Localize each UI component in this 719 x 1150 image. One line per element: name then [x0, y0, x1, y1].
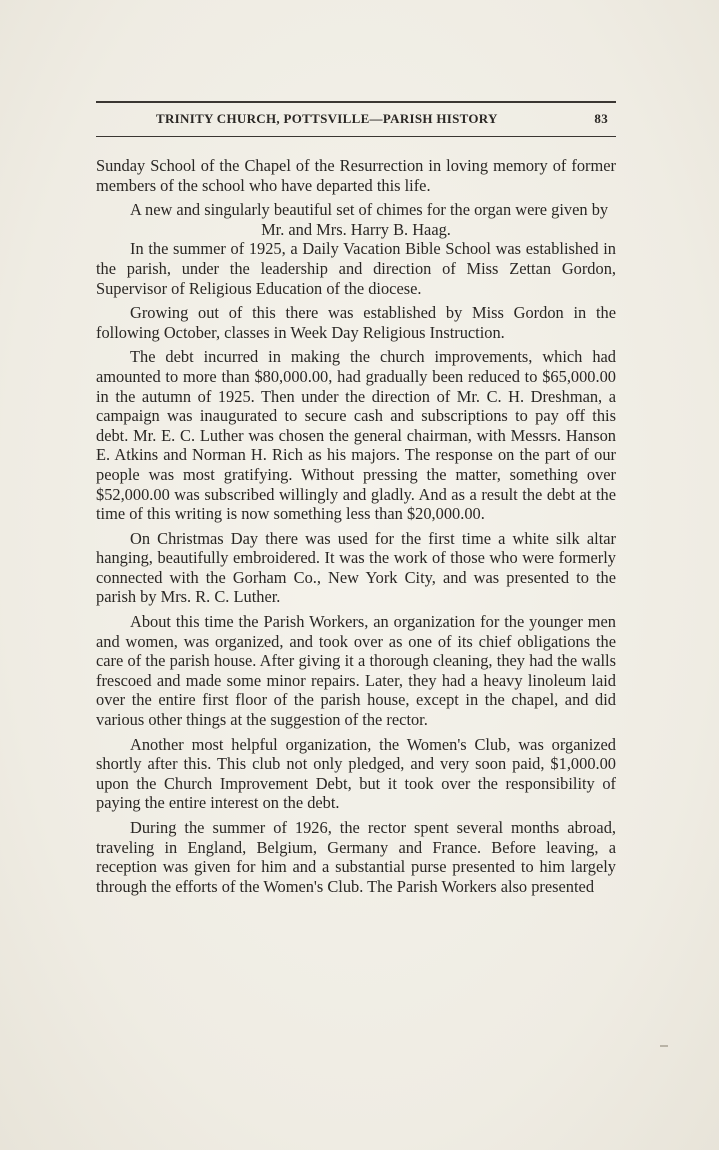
header-bottom-rule [96, 136, 616, 137]
paragraph-debt-campaign: The debt incurred in making the church improvements, which had amounted to more than $80,000.00, had gradually been reduced to $65,000.00 in the autumn of 1925. Then under the direction of Mr. C. H. Dreshman, a campaign was inaugurated to secure cash and subscriptions to pay off this debt. Mr. E. C. Luther was chosen the general chairman, with Messrs. Hanson E. Atkins and Norman H. Rich as his majors. The response on the part of our people was most gratifying. Without pressing the matter, something over $52,000.00 was subscribed willingly and gladly. And as a result the debt at the time of this writing is now something less than $20,000.00. [96, 347, 616, 524]
page-number: 83 [594, 111, 608, 126]
paragraph-parish-workers: About this time the Parish Workers, an organization for the younger men and women, was organized, and took over as one of its chief obligations the care of the parish house. After giving it a thorough cleaning, they had the walls frescoed and made some minor repairs. Later, they had a heavy linoleum laid over the entire first floor of the parish house, except in the chapel, and did various other things at the suggestion of the rector. [96, 612, 616, 730]
donor-name-line: Mr. and Mrs. Harry B. Haag. [261, 219, 451, 239]
paragraph-week-day-instruction: Growing out of this there was established by Miss Gordon in the following October, classes in Week Day Religious Instruction. [96, 303, 616, 342]
paragraph-rector-abroad: During the summer of 1926, the rector spent several months abroad, traveling in England, Belgium, Germany and France. Before leaving, a reception was given for him and a substantial purse presented to him largely through the efforts of the Women's Club. The Parish Workers also presented [96, 818, 616, 896]
running-header [96, 111, 616, 131]
paragraph-continuation: Sunday School of the Chapel of the Resurrection in loving memory of former members of the school who have departed this life. [96, 156, 616, 195]
running-header-title: TRINITY CHURCH, POTTSVILLE—PARISH HISTORY [156, 111, 498, 126]
paragraph-bible-school: In the summer of 1925, a Daily Vacation Bible School was established in the parish, under the leadership and direction of Miss Zettan Gordon, Supervisor of Religious Education of the diocese. [96, 239, 616, 298]
paragraph-altar-hanging: On Christmas Day there was used for the first time a white silk altar hanging, beautifully embroidered. It was the work of those who were formerly connected with the Gorham Co., New York City, and was presented to the parish by Mrs. R. C. Luther. [96, 528, 616, 607]
margin-mark [660, 1045, 668, 1047]
paragraph-womens-club: Another most helpful organization, the Women's Club, was organized shortly after this. This club not only pledged, and very soon paid, $1,000.00 upon the Church Improvement Debt, but it took over the responsibility of paying the entire interest on the debt. [96, 734, 616, 813]
paragraph-chimes: A new and singularly beautiful set of chimes for the organ were given by [130, 200, 609, 220]
page-body-text [96, 156, 616, 896]
header-top-rule [96, 101, 616, 103]
